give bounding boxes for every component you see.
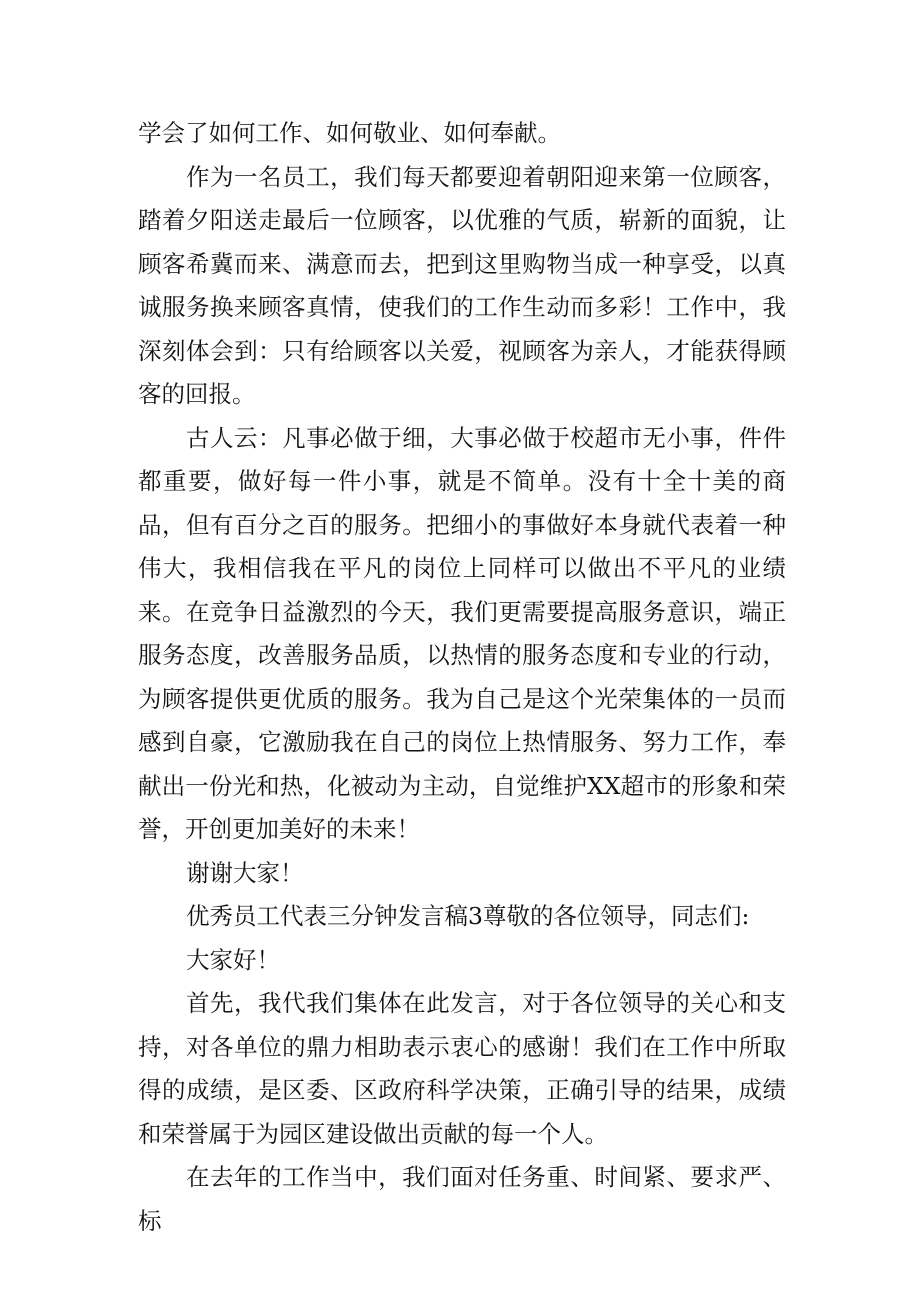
paragraph-continuation: 学会了如何工作、如何敬业、如何奉献。 xyxy=(138,119,561,147)
paragraph-speech-title: 优秀员工代表三分钟发言稿3尊敬的各位领导，同志们: xyxy=(186,902,750,930)
paragraph-gratitude: 首先，我代我们集体在此发言，对于各位领导的关心和支持，对各单位的鼎力相助表示衷心的感谢！我们在工作中所取得的成绩，是区委、区政府科学决策，正确引导的结果，成绩和荣誉属于为园区建设做出贡献的每一个人。 xyxy=(138,989,786,1148)
document-body xyxy=(138,112,786,1243)
paragraph-employee-service: 作为一名员工，我们每天都要迎着朝阳迎来第一位顾客，踏着夕阳送走最后一位顾客，以优雅的气质，崭新的面貌，让顾客希冀而来、满意而去，把到这里购物当成一种享受，以真诚服务换来顾客真情，使我们的工作生动而多彩！工作中，我深刻体会到：只有给顾客以关爱，视顾客为亲人，才能获得顾客的回报。 xyxy=(138,162,786,408)
paragraph-last-year: 在去年的工作当中，我们面对任务重、时间紧、要求严、标 xyxy=(138,1163,786,1235)
paragraph-thanks: 谢谢大家！ xyxy=(186,858,304,887)
paragraph-greeting: 大家好！ xyxy=(186,945,280,974)
paragraph-ancient-saying: 古人云：凡事必做于细，大事必做于校超市无小事，件件都重要，做好每一件小事，就是不简单。没有十全十美的商品，但有百分之百的服务。把细小的事做好本身就代表着一种伟大，我相信我在平凡的岗位上同样可以做出不平凡的业绩来。在竞争日益激烈的今天，我们更需要提高服务意识，端正服务态度，改善服务品质，以热情的服务态度和专业的行动，为顾客提供更优质的服务。我为自己是这个光荣集体的一员而感到自豪，它激励我在自己的岗位上热情服务、努力工作，奉献出一份光和热，化被动为主动，自觉维护XX超市的形象和荣誉，开创更加美好的未来！ xyxy=(138,423,786,843)
